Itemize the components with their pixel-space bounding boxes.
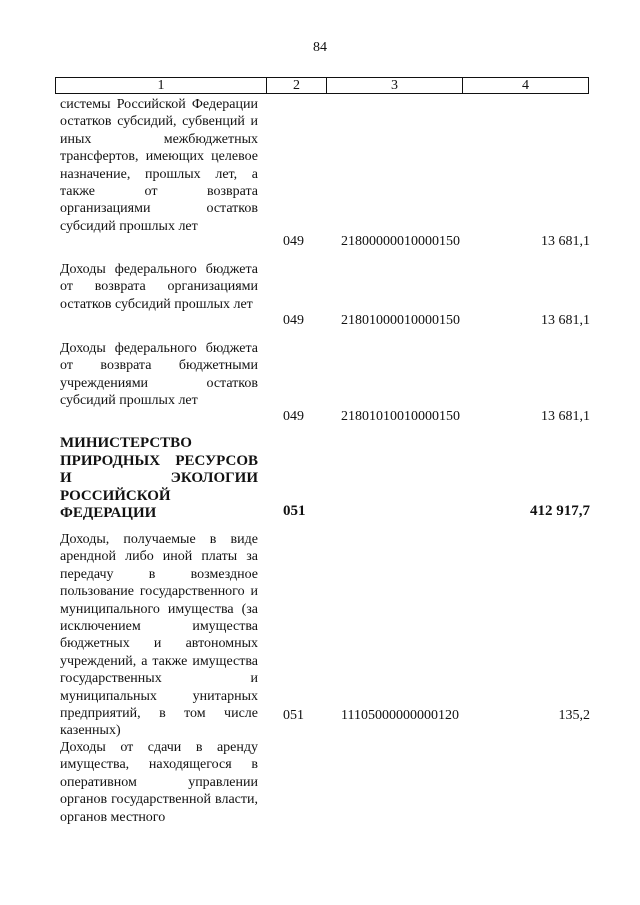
- row-amount: 135,2: [558, 708, 590, 723]
- row-budget-code: 21801010010000150: [341, 409, 460, 424]
- row-description: Доходы федерального бюджета от возврата бюджетными учреждениями остатков субсидий прошлых лет: [60, 341, 258, 409]
- row-description: Доходы, получаемые в виде арендной либо иной платы за передачу в возмездное пользование государственного и муниципального имущества (за исключением имущества бюджетных и автономных учреждений, а также имущества государственных и муниципальных унитарных предприятий, в том числе казенных): [60, 532, 258, 739]
- table-header: [55, 77, 589, 94]
- table-body: [0, 94, 640, 835]
- header-col-2: 2: [267, 78, 327, 93]
- ministry-heading: МИНИСТЕРСТВО ПРИРОДНЫХ РЕСУРСОВ И ЭКОЛОГИИ РОССИЙСКОЙ ФЕДЕРАЦИИ: [60, 435, 258, 521]
- table-row: [0, 527, 640, 739]
- row-description: системы Российской Федерации остатков субсидий, субвенций и иных межбюджетных трансфертов, имеющих целевое назначение, прошлых лет, а также от возврата организациями остатков субсидий прошлых лет: [60, 97, 258, 234]
- row-budget-code: 21800000010000150: [341, 234, 460, 249]
- table-row: [0, 254, 640, 335]
- table-row: [0, 335, 640, 430]
- table-row: [0, 430, 640, 527]
- header-col-3: 3: [327, 78, 463, 93]
- row-amount: 412 917,7: [530, 503, 590, 519]
- row-admin-code: 051: [283, 708, 304, 723]
- header-col-1: 1: [56, 78, 267, 93]
- row-budget-code: 11105000000000120: [341, 708, 459, 723]
- row-budget-code: 21801000010000150: [341, 313, 460, 328]
- row-admin-code: 049: [283, 409, 304, 424]
- row-admin-code: 049: [283, 234, 304, 249]
- page-number: 84: [313, 40, 327, 55]
- row-amount: 13 681,1: [541, 234, 590, 249]
- row-description: Доходы от сдачи в аренду имущества, находящегося в оперативном управлении органов государственной власти, органов местного: [60, 740, 258, 825]
- row-admin-code: 051: [283, 503, 306, 519]
- header-col-4: 4: [522, 78, 529, 93]
- row-amount: 13 681,1: [541, 409, 590, 424]
- table-row: [0, 735, 640, 835]
- row-description: Доходы федерального бюджета от возврата организациями остатков субсидий прошлых лет: [60, 262, 258, 312]
- row-amount: 13 681,1: [541, 313, 590, 328]
- table-row: [0, 94, 640, 254]
- row-admin-code: 049: [283, 313, 304, 328]
